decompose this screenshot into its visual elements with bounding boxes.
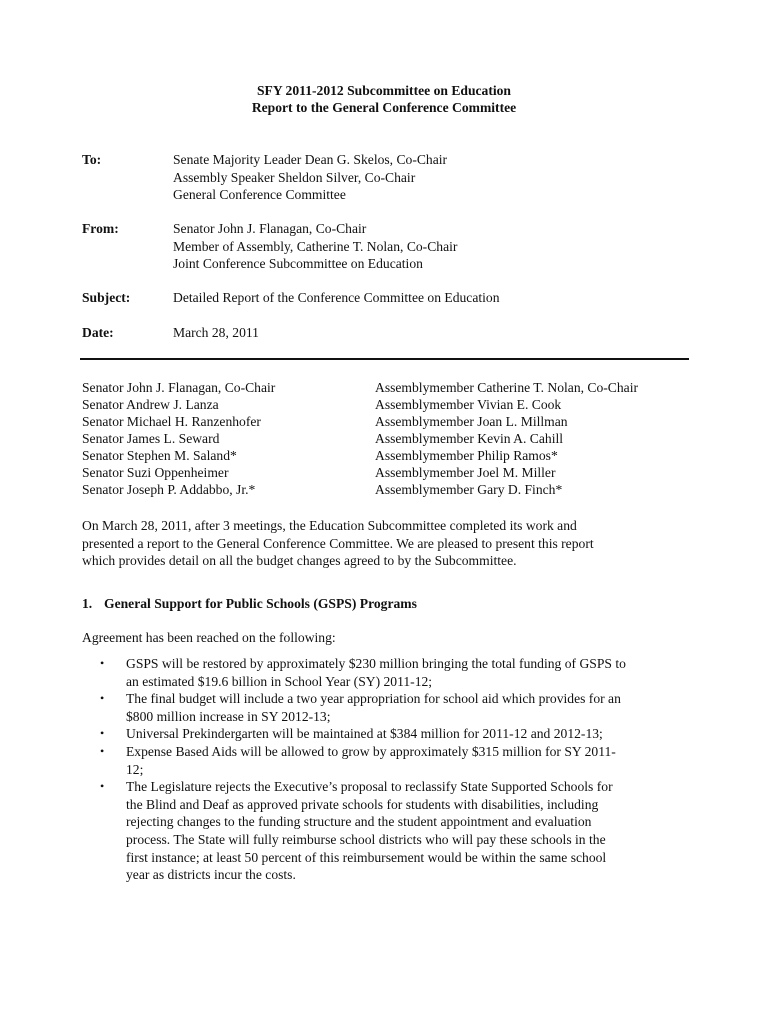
list-item: [100, 778, 690, 884]
bullet-icon: •: [100, 656, 105, 670]
section-1-bullet-list: [100, 655, 690, 884]
bullet-line: The Legislature rejects the Executive’s proposal to reclassify State Supported Schools for: [126, 779, 613, 795]
bullet-icon: •: [100, 691, 105, 706]
section-1-title: General Support for Public Schools (GSPS) Programs: [104, 596, 417, 611]
bullet-line: first instance; at least 50 percent of this reimbursement would be within the same school: [126, 849, 607, 865]
assembly-member: Assemblymember Joel M. Miller: [375, 465, 556, 480]
senate-member: Senator James L. Seward: [82, 431, 220, 446]
intro-line: which provides detail on all the budget changes agreed to by the Subcommittee.: [82, 553, 517, 568]
assembly-member: Assemblymember Philip Ramos*: [375, 448, 558, 463]
memo-from-label: From:: [82, 221, 119, 236]
assembly-member: Assemblymember Gary D. Finch*: [375, 482, 563, 497]
list-item: [100, 743, 690, 778]
memo-date-label: Date:: [82, 325, 114, 340]
senate-member: Senator Michael H. Ranzenhofer: [82, 414, 261, 429]
assembly-member: Assemblymember Vivian E. Cook: [375, 397, 562, 412]
section-1-heading: [82, 595, 417, 612]
bullet-line: the Blind and Deaf as approved private schools for students with disabilities, including: [126, 796, 599, 812]
intro-line: presented a report to the General Conference Committee. We are pleased to present this report: [82, 535, 594, 551]
section-1-number: 1.: [82, 596, 93, 611]
bullet-line: an estimated $19.6 billion in School Year (SY) 2011-12;: [126, 673, 433, 689]
bullet-line: $800 million increase in SY 2012-13;: [126, 708, 331, 724]
header-divider: [80, 358, 689, 360]
list-item: [100, 725, 690, 743]
bullet-line: Universal Prekindergarten will be maintained at $384 million for 2011-12 and 2012-13;: [126, 726, 603, 742]
bullet-line: 12;: [126, 761, 144, 777]
memo-to-label: To:: [82, 152, 102, 167]
senate-member: Senator Suzi Oppenheimer: [82, 465, 229, 480]
bullet-line: The final budget will include a two year appropriation for school aid which provides for an: [126, 691, 621, 707]
memo-to-line: Assembly Speaker Sheldon Silver, Co-Chair: [173, 169, 416, 185]
memo-date-line: March 28, 2011: [173, 325, 259, 340]
document-title-line-2: Report to the General Conference Committee: [251, 100, 517, 115]
bullet-line: GSPS will be restored by approximately $230 million bringing the total funding of GSPS to: [126, 656, 626, 671]
intro-paragraph: [82, 517, 682, 570]
assembly-member: Assemblymember Joan L. Millman: [375, 414, 568, 429]
senate-member: Senator Andrew J. Lanza: [82, 397, 219, 412]
memo-subject-label: Subject:: [82, 290, 131, 305]
senate-members-list: [82, 379, 382, 498]
memo-subject-line: Detailed Report of the Conference Committee on Education: [173, 290, 500, 305]
memo-to-line: General Conference Committee: [173, 187, 346, 202]
memo-from-line: Joint Conference Subcommittee on Education: [173, 256, 423, 271]
section-1-lead: Agreement has been reached on the following:: [82, 630, 336, 645]
senate-member: Senator Joseph P. Addabbo, Jr.*: [82, 482, 256, 497]
senate-member: Senator John J. Flanagan, Co-Chair: [82, 380, 276, 395]
memo-from-line: Member of Assembly, Catherine T. Nolan, Co-Chair: [173, 238, 458, 254]
bullet-line: year as districts incur the costs.: [126, 867, 296, 883]
list-item: [100, 655, 690, 690]
bullet-icon: •: [100, 743, 105, 758]
assembly-member: Assemblymember Catherine T. Nolan, Co-Chair: [375, 380, 639, 395]
memo-from-line: Senator John J. Flanagan, Co-Chair: [173, 221, 367, 236]
bullet-icon: •: [100, 726, 105, 741]
intro-line: On March 28, 2011, after 3 meetings, the Education Subcommittee completed its work and: [82, 518, 577, 533]
senate-member: Senator Stephen M. Saland*: [82, 448, 237, 463]
bullet-icon: •: [100, 779, 105, 794]
assembly-members-list: [375, 379, 675, 498]
assembly-member: Assemblymember Kevin A. Cahill: [375, 431, 564, 446]
memo-to-line: Senate Majority Leader Dean G. Skelos, Co-Chair: [173, 152, 448, 167]
bullet-line: Expense Based Aids will be allowed to grow by approximately $315 million for SY 2011-: [126, 743, 616, 759]
document-title-line-1: SFY 2011-2012 Subcommittee on Education: [256, 83, 511, 98]
list-item: [100, 690, 690, 725]
bullet-line: rejecting changes to the funding structure and the student appointment and evaluation: [126, 814, 592, 830]
bullet-line: process. The State will fully reimburse school districts who will pay these schools in the: [126, 831, 606, 847]
